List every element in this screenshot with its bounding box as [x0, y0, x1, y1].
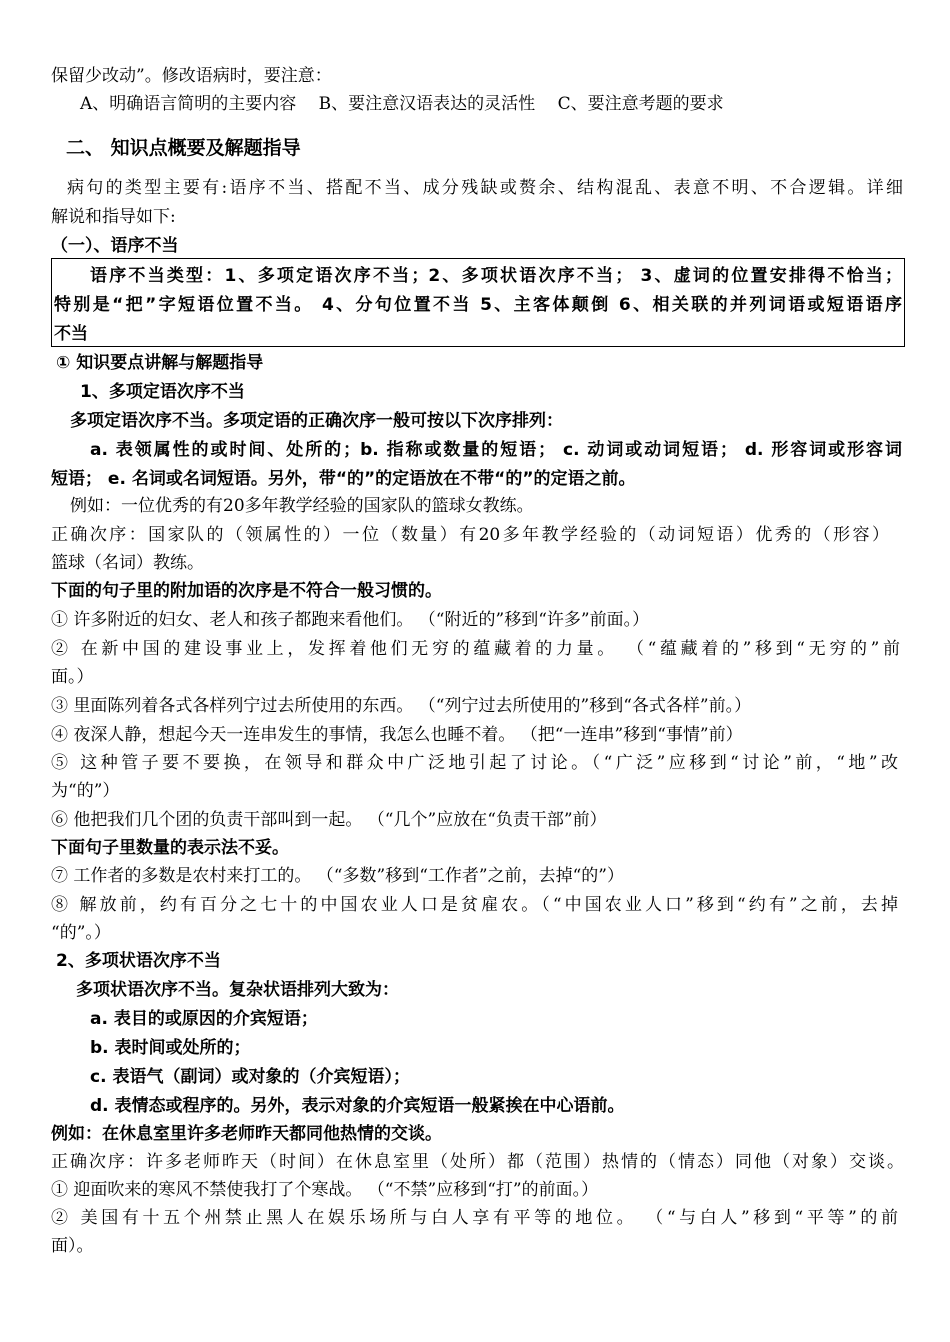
summary-line: 特别是“把”字短语位置不当。 4、分句位置不当 5、主客体颠倒 6、相关联的并列词语或短语语序 — [54, 295, 902, 315]
exercise-line: 为“的”） — [51, 781, 120, 801]
exercise-line: ⑦ 工作者的多数是农村来打工的。 （“多数”移到“工作者”之前，去掉“的”） — [51, 866, 624, 886]
exercise-line: ④ 夜深人静，想起今天一连串发生的事情，我怎么也睡不着。 （把“一连串”移到“事情”前） — [51, 725, 743, 745]
point-heading: ① 知识要点讲解与解题指导 — [56, 353, 264, 373]
rule-line: 多项定语次序不当。多项定语的正确次序一般可按以下次序排列： — [70, 411, 563, 431]
exercise-line: ⑥ 他把我们几个团的负责干部叫到一起。 （“几个”应放在“负责干部”前） — [51, 810, 607, 830]
exercise-line: ⑧ 解放前，约有百分之七十的中国农业人口是贫雇农。（“中国农业人口”移到“约有”之前，去掉 — [51, 895, 898, 915]
rule-line: c. 表语气（副词）或对象的（介宾短语）； — [90, 1067, 410, 1087]
example-line: 正确次序：国家队的（领属性的）一位（数量）有20多年教学经验的（动词短语）优秀的（形容） — [51, 525, 889, 545]
intro-line: 保留少改动”。修改语病时，要注意： — [51, 66, 332, 86]
rule-line: d. 表情态或程序的。另外，表示对象的介宾短语一般紧挨在中心语前。 — [90, 1096, 625, 1116]
example-line: 篮球（名词）教练。 — [51, 553, 204, 573]
example-line: 例如：在休息室里许多老师昨天都同他热情的交谈。 — [51, 1124, 442, 1144]
exercise-line: 面）。 — [51, 1236, 94, 1256]
subsection-heading: （一）、语序不当 — [51, 236, 179, 256]
section-heading: 二、 知识点概要及解题指导 — [66, 137, 301, 159]
rule-line: a. 表领属性的或时间、处所的；b. 指称或数量的短语； c. 动词或动词短语； d. 形容词或形容词 — [90, 440, 902, 460]
example-line: 正确次序：许多老师昨天（时间）在休息室里（处所）都（范围）热情的（情态）同他（对象）交谈。 — [51, 1152, 904, 1172]
rule-line: 多项状语次序不当。复杂状语排列大致为： — [76, 980, 399, 1000]
exercise-line: ① 迎面吹来的寒风不禁使我打了个寒战。 （“不禁”应移到“打”的前面。） — [51, 1180, 599, 1200]
exercise-line: ① 许多附近的妇女、老人和孩子都跑来看他们。 （“附近的”移到“许多”前面。） — [51, 610, 650, 630]
summary-line: 语序不当类型：1、多项定语次序不当；2、多项状语次序不当； 3、虚词的位置安排得不恰当； — [90, 266, 902, 286]
rule-line: a. 表目的或原因的介宾短语； — [90, 1009, 318, 1029]
exercise-line: ② 在新中国的建设事业上，发挥着他们无穷的蕴藏着的力量。 （“蕴藏着的”移到“无穷的”前 — [51, 639, 900, 659]
exercise-line: 面。） — [51, 667, 94, 687]
exercise-line: “的”。） — [51, 923, 111, 943]
exercise-line: ② 美国有十五个州禁止黑人在娱乐场所与白人享有平等的地位。 （“与白人”移到“平等”的前 — [51, 1208, 898, 1228]
attention-points: A、明确语言简明的主要内容 B、要注意汉语表达的灵活性 C、要注意考题的要求 — [80, 94, 724, 114]
rule-line: b. 表时间或处所的； — [90, 1038, 251, 1058]
item-heading: 2、多项状语次序不当 — [56, 951, 221, 971]
example-line: 例如：一位优秀的有20多年教学经验的国家队的篮球女教练。 — [70, 496, 534, 516]
rule-line: 短语； e. 名词或名词短语。另外，带“的”的定语放在不带“的”的定语之前。 — [51, 469, 636, 489]
paragraph-line: 病句的类型主要有:语序不当、搭配不当、成分残缺或赘余、结构混乱、表意不明、不合逻辑。详细 — [67, 178, 903, 198]
exercise-line: ③ 里面陈列着各式各样列宁过去所使用的东西。 （“列宁过去所使用的”移到“各式各样”前。） — [51, 696, 752, 716]
exercise-line: ⑤ 这种管子要不要换，在领导和群众中广泛地引起了讨论。（“广泛”应移到“讨论”前，“地”改 — [51, 753, 898, 773]
item-heading: 1、多项定语次序不当 — [80, 382, 245, 402]
exercise-heading: 下面句子里数量的表示法不妥。 — [51, 838, 289, 858]
paragraph-line: 解说和指导如下: — [51, 207, 176, 227]
exercise-heading: 下面的句子里的附加语的次序是不符合一般习惯的。 — [51, 581, 442, 601]
summary-line: 不当 — [54, 324, 88, 344]
